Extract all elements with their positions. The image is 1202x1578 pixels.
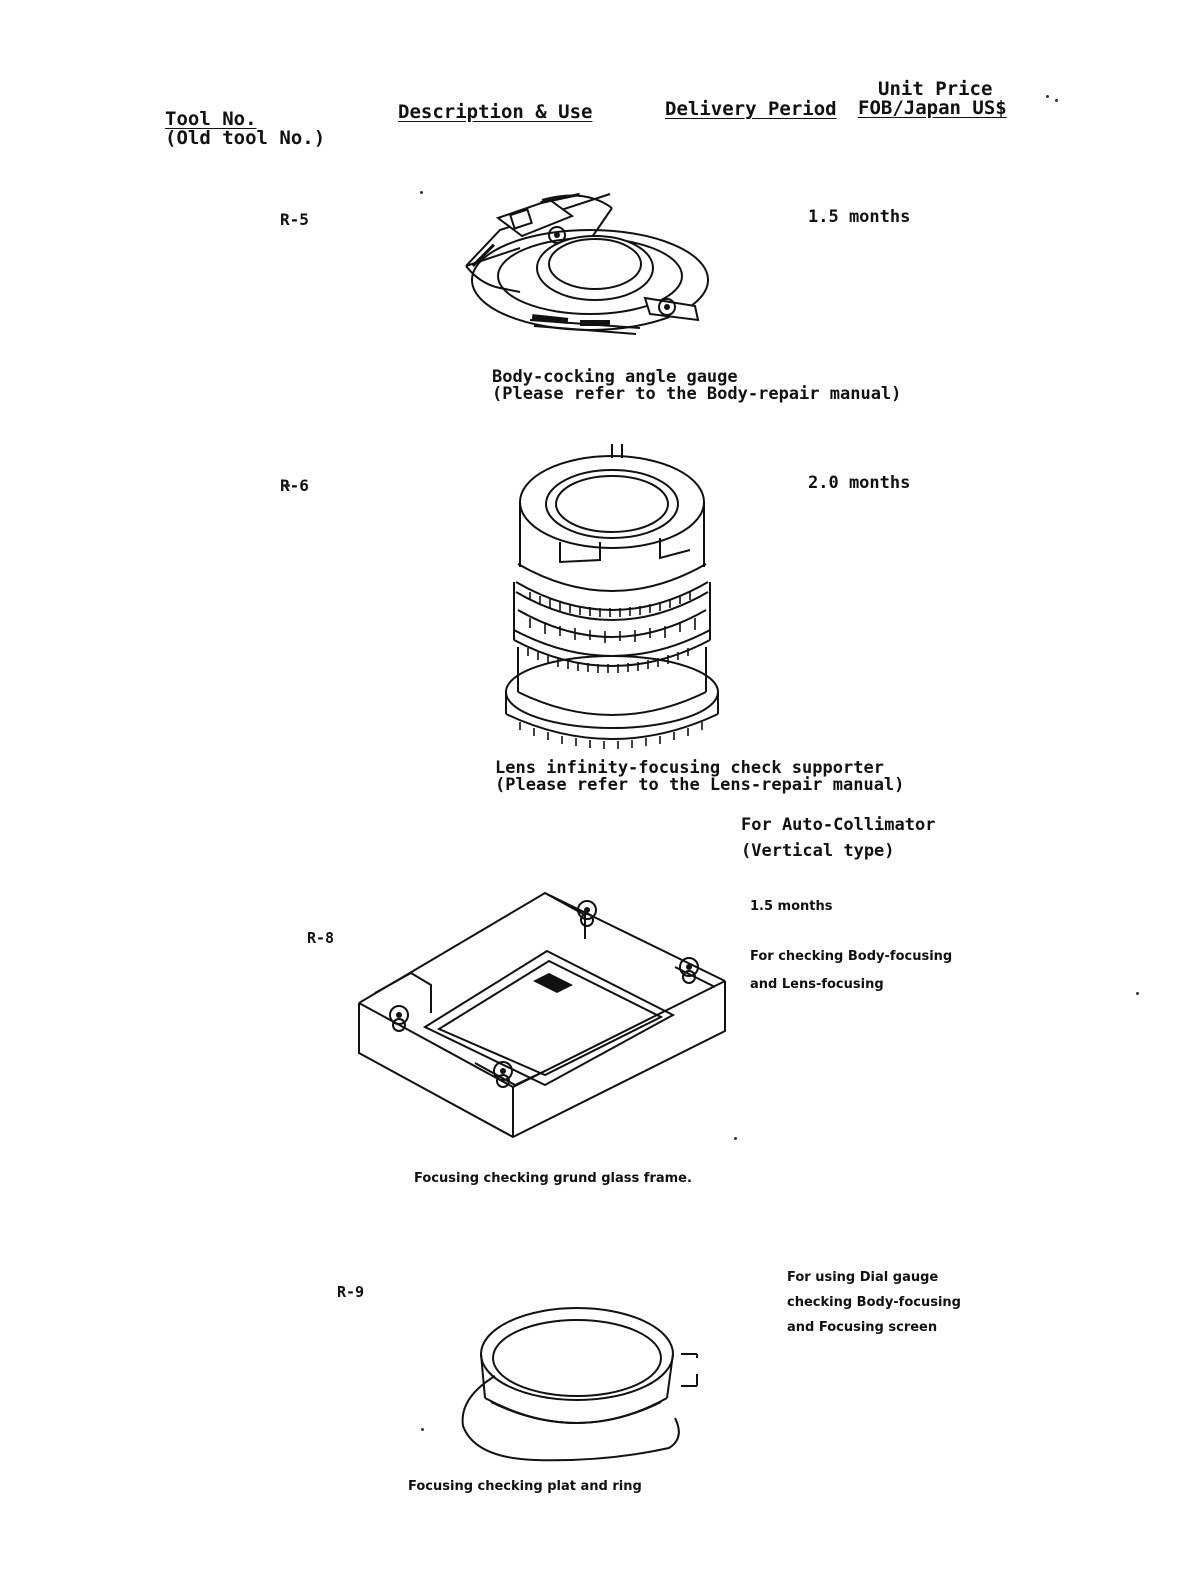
use-r9-line1: For using Dial gauge: [787, 1270, 939, 1285]
caption-r6-line1: Lens infinity-focusing check supporter: [495, 758, 884, 778]
delivery-r5: 1.5 months: [808, 207, 911, 227]
header-tool-no: Tool No.: [165, 108, 257, 130]
caption-r5-line2: (Please refer to the Body-repair manual): [492, 384, 902, 404]
use-r8-line1: For checking Body-focusing: [750, 949, 953, 964]
scan-speck: [1136, 992, 1139, 995]
delivery-r6: 2.0 months: [808, 473, 911, 493]
use-r8-line2: and Lens-focusing: [750, 977, 884, 992]
use-r9-line3: and Focusing screen: [787, 1320, 938, 1335]
tool-no-r6: R-6: [280, 476, 309, 495]
caption-r6-line2: (Please refer to the Lens-repair manual): [495, 775, 905, 795]
scan-speck: [1046, 95, 1049, 98]
lens-focusing-supporter-illustration: [500, 442, 730, 760]
scan-speck: [1055, 99, 1058, 102]
scan-speck: [420, 191, 423, 194]
ground-glass-frame-illustration: [355, 885, 735, 1140]
header-old-tool-no: (Old tool No.): [165, 127, 326, 149]
header-delivery-period: Delivery Period: [665, 98, 837, 120]
tool-no-r9: R-9: [337, 1283, 365, 1301]
header-unit-price-line2: FOB/Japan US$: [858, 97, 1007, 119]
caption-r8: Focusing checking grund glass frame.: [414, 1171, 692, 1186]
caption-r9: Focusing checking plat and ring: [408, 1479, 642, 1494]
caption-r5-line1: Body-cocking angle gauge: [492, 367, 738, 387]
scan-speck: [421, 1428, 424, 1431]
body-cocking-angle-gauge-illustration: [460, 188, 730, 338]
delivery-r8: 1.5 months: [750, 899, 833, 914]
focusing-plate-ring-illustration: [455, 1298, 705, 1463]
note-auto-collimator: For Auto-Collimator: [741, 815, 936, 835]
tool-no-r5: R-5: [280, 210, 309, 229]
use-r9-line2: checking Body-focusing: [787, 1295, 961, 1310]
header-unit-price-line1: Unit Price: [878, 78, 993, 100]
tool-no-r8: R-8: [307, 929, 335, 947]
note-vertical-type: (Vertical type): [741, 841, 895, 861]
header-description: Description & Use: [398, 101, 593, 123]
